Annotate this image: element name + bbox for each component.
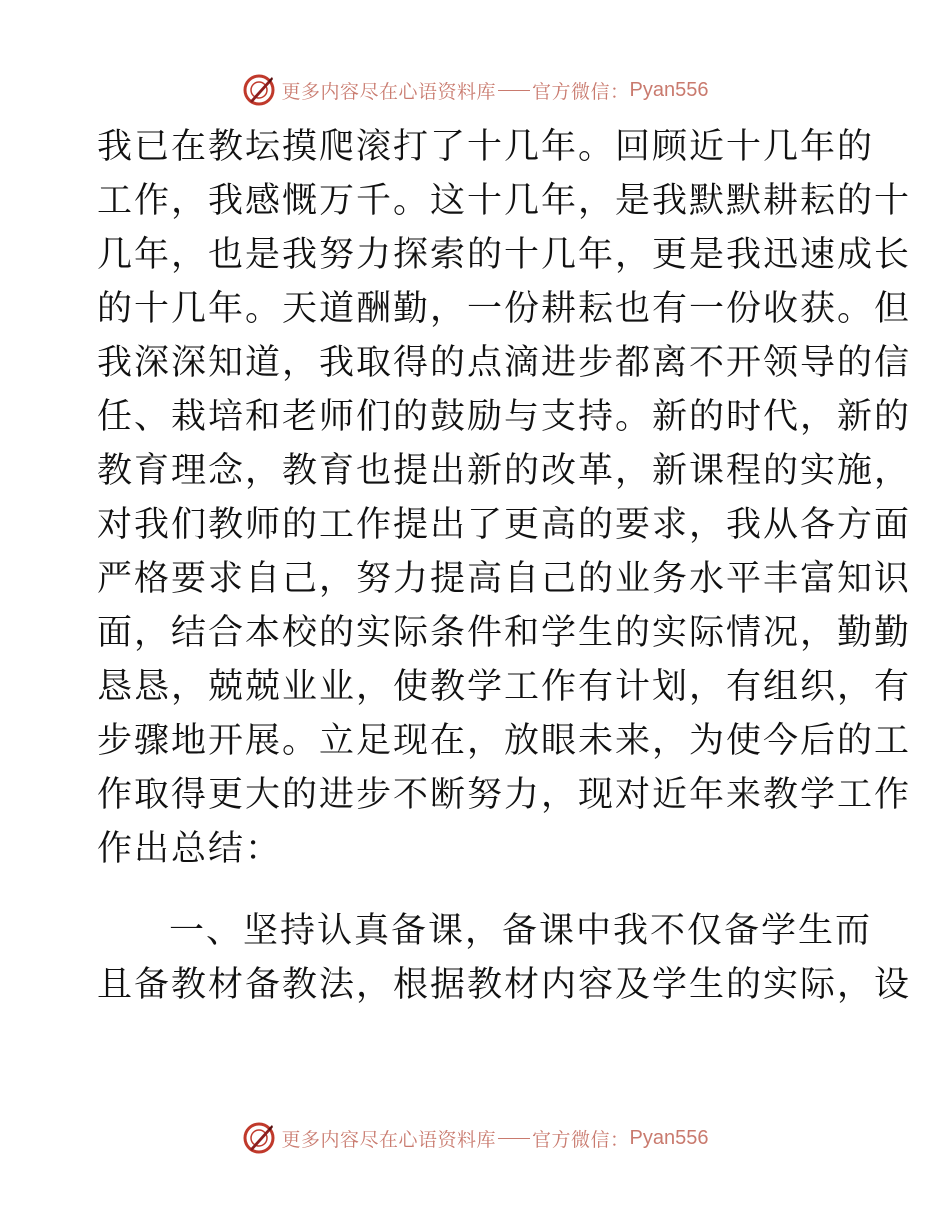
text-line: 严格要求自己，努力提高自己的业务水平丰富知识 <box>97 559 912 599</box>
paragraph-intro <box>97 120 912 876</box>
document-body <box>97 120 912 1012</box>
watermark-handle: Pyan556 <box>629 78 709 101</box>
text-line: 我深深知道，我取得的点滴进步都离不开领导的信 <box>97 343 912 383</box>
pen-seal-icon <box>242 73 276 107</box>
text-line: 恳恳，兢兢业业，使教学工作有计划，有组织，有 <box>97 667 912 707</box>
text-line: 的十几年。天道酬勤，一份耕耘也有一份收获。但 <box>97 289 912 329</box>
text-line: 作取得更大的进步不断努力，现对近年来教学工作 <box>97 775 912 815</box>
paragraph-section-1 <box>97 904 912 1012</box>
text-line: 一、坚持认真备课，备课中我不仅备学生而 <box>169 911 873 951</box>
text-line: 对我们教师的工作提出了更高的要求，我从各方面 <box>97 505 912 545</box>
text-line: 任、栽培和老师们的鼓励与支持。新的时代，新的 <box>97 397 912 437</box>
watermark-label: 官方微信： <box>532 1128 630 1151</box>
text-line: 面，结合本校的实际条件和学生的实际情况，勤勤 <box>97 613 912 653</box>
text-line: 步骤地开展。立足现在，放眼未来，为使今后的工 <box>97 721 912 761</box>
watermark-handle: Pyan556 <box>629 1126 709 1149</box>
watermark-divider <box>498 90 530 91</box>
text-line: 且备教材备教法，根据教材内容及学生的实际，设 <box>97 965 912 1005</box>
watermark-text: 更多内容尽在心语资料库 <box>281 1128 497 1151</box>
watermark-divider <box>498 1138 530 1139</box>
text-line: 工作，我感慨万千。这十几年，是我默默耕耘的十 <box>97 181 912 221</box>
footer-watermark-banner <box>0 1118 950 1158</box>
watermark-text: 更多内容尽在心语资料库 <box>281 80 497 103</box>
text-line: 作出总结： <box>97 829 283 869</box>
header-watermark-banner <box>0 70 950 110</box>
watermark-label: 官方微信： <box>532 80 630 103</box>
text-line: 我已在教坛摸爬滚打了十几年。回顾近十几年的 <box>97 127 875 167</box>
text-line: 教育理念，教育也提出新的改革，新课程的实施， <box>97 451 912 491</box>
pen-seal-icon <box>242 1121 276 1155</box>
text-line: 几年，也是我努力探索的十几年，更是我迅速成长 <box>97 235 912 275</box>
